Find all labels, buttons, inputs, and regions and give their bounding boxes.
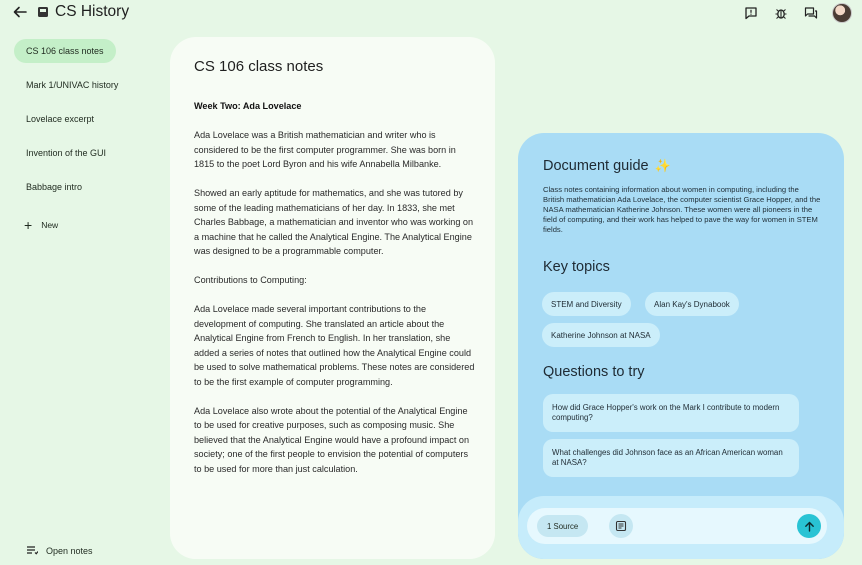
topic-chip-label: Alan Kay's Dynabook: [654, 299, 730, 309]
document-heading: Week Two: Ada Lovelace: [194, 101, 302, 111]
document-paragraph: Showed an early aptitude for mathematics, and she was tutored by some of the leading mathematicians of her day. In 1833, she met Charles Babbage, a mathematician and inventor who was working on a machine that he called the Analytical Engine. The Analytical Engine was designed to be a programmable computer.: [194, 188, 474, 256]
feedback-icon[interactable]: [742, 4, 760, 22]
new-note-label: New: [41, 220, 59, 230]
sidebar-item-label: Invention of the GUI: [26, 148, 107, 158]
guide-title-text: Document guide: [543, 158, 649, 174]
document-paragraph: Contributions to Computing:: [194, 275, 307, 285]
bug-icon[interactable]: [772, 4, 790, 22]
add-note-icon[interactable]: [609, 514, 633, 538]
document-title: CS 106 class notes: [194, 58, 324, 75]
sparkle-icon: ✨: [654, 158, 671, 173]
plus-icon: +: [24, 217, 33, 233]
top-actions: [742, 3, 852, 23]
document-body[interactable]: [194, 99, 477, 491]
arrow-left-icon[interactable]: [11, 3, 29, 21]
suggested-question[interactable]: [543, 439, 799, 477]
suggested-question-text: What challenges did Johnson face as an African American woman at NASA?: [552, 448, 783, 467]
send-button[interactable]: [797, 514, 821, 538]
document-paragraph: Ada Lovelace was a British mathematician and writer who is considered to be the first computer programmer. She was born in 1815 to the poet Lord Byron and his wife Annabella Milbanke.: [194, 130, 456, 169]
sidebar-item-mark1-univac[interactable]: [14, 73, 130, 97]
notebook-icon: [37, 5, 49, 17]
topic-chip-stem-diversity[interactable]: [542, 292, 631, 316]
chat-input[interactable]: [641, 517, 791, 535]
suggested-question-text: How did Grace Hopper's work on the Mark I contribute to modern computing?: [552, 403, 780, 422]
document-card: [170, 37, 495, 559]
document-fade-overlay: [170, 499, 495, 559]
open-notes-label: Open notes: [46, 546, 93, 556]
topic-chip-dynabook[interactable]: [645, 292, 739, 316]
new-note-button[interactable]: [24, 219, 58, 231]
sidebar-item-label: CS 106 class notes: [26, 46, 104, 56]
questions-title: Questions to try: [543, 364, 645, 380]
arrow-up-icon: [804, 521, 815, 532]
topic-chip-katherine-johnson[interactable]: [542, 323, 660, 347]
app-title: CS History: [55, 3, 130, 20]
sidebar-item-label: Babbage intro: [26, 182, 83, 192]
guide-title: [543, 158, 671, 174]
guide-summary: Class notes containing information about women in computing, including the British mathematician Ada Lovelace, the computer scientist Grace Hopper, and the NASA mathematician Katherine Johnson. These women were all pioneers in the field of computing, and their work has helped to pave the way for women in STEM fields.: [543, 185, 821, 234]
document-paragraph: Ada Lovelace also wrote about the potential of the Analytical Engine to be used for creative purposes, such as composing music. She believed that the Analytical Engine would have a profound impact on society; one of the first people to envision the potential of computers to be used for more than just calculation.: [194, 405, 470, 474]
sidebar-item-babbage-intro[interactable]: [14, 175, 94, 199]
avatar[interactable]: [832, 3, 852, 23]
source-chip-label: 1 Source: [547, 521, 579, 531]
sidebar-item-label: Lovelace excerpt: [26, 114, 95, 124]
open-notes-button[interactable]: [26, 545, 93, 557]
sidebar-item-lovelace-excerpt[interactable]: [14, 107, 106, 131]
source-chip[interactable]: [537, 515, 588, 537]
notes-list-icon: [26, 545, 38, 557]
top-bar: [0, 0, 862, 26]
sidebar-item-cs106-notes[interactable]: [14, 39, 116, 63]
chat-icon[interactable]: [802, 4, 820, 22]
document-guide-panel: [518, 133, 844, 559]
key-topics-title: Key topics: [543, 259, 610, 275]
sidebar-item-invention-gui[interactable]: [14, 141, 118, 165]
suggested-question[interactable]: [543, 394, 799, 432]
chat-input-container: [527, 508, 827, 544]
sidebar-item-label: Mark 1/UNIVAC history: [26, 80, 119, 90]
document-paragraph: Ada Lovelace made several important contributions to the development of computing. She translated an article about the Analytical Engine from French to English. In her translation, she added a series of notes that outlined how the Analytical Engine could be used to solve mathematical problems. These notes are considered to be the first example of computer programming.: [194, 304, 475, 387]
chat-input-bar: [518, 496, 844, 559]
topic-chip-label: Katherine Johnson at NASA: [551, 330, 651, 340]
topic-chip-label: STEM and Diversity: [551, 299, 622, 309]
